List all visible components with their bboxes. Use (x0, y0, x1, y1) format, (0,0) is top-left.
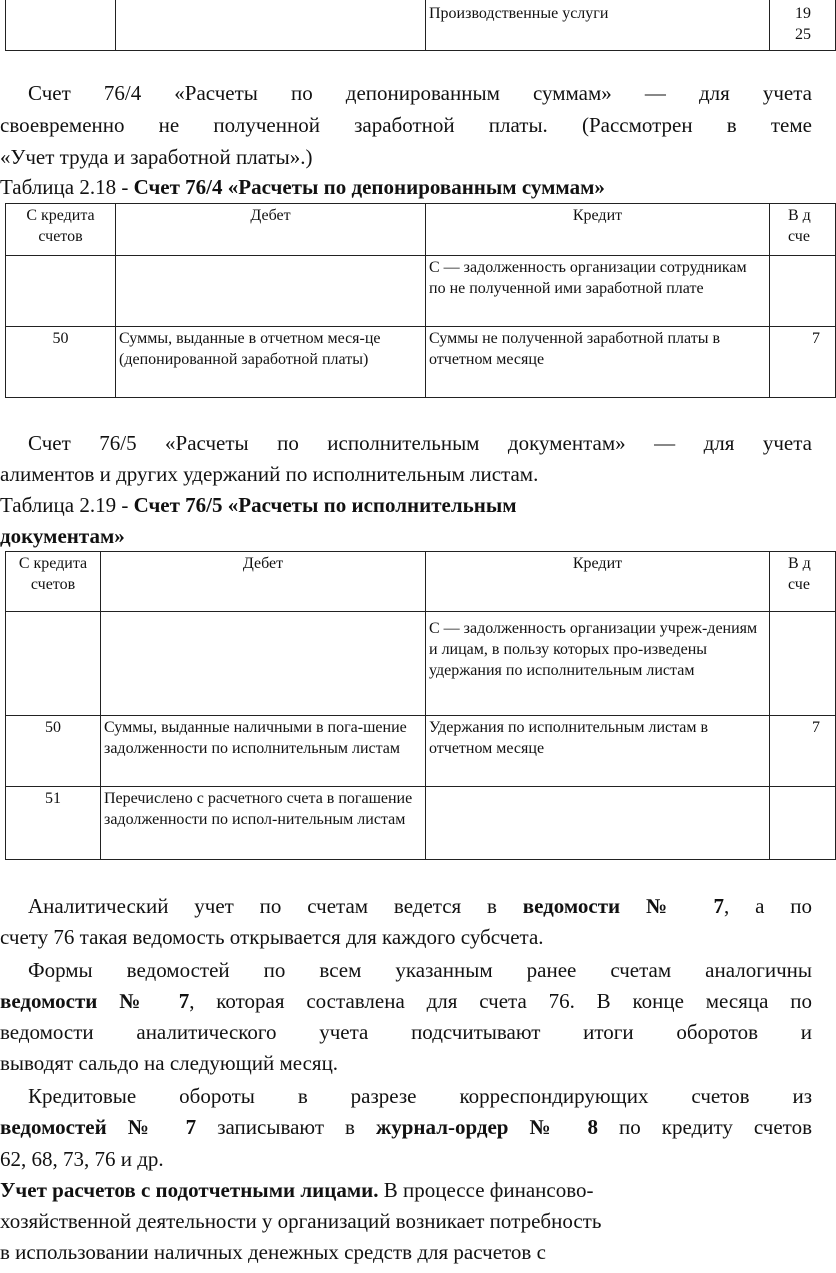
table-cell (6, 612, 101, 716)
text-run: , а по (724, 894, 812, 918)
paragraph-2-line1: Формы ведомостей по всем указанным ранее счетам аналогичны (28, 958, 812, 982)
table-cell: Производственные услуги (426, 0, 770, 51)
table-cell (770, 0, 836, 51)
column-header: С кредита счетов (6, 552, 101, 612)
paragraph-3-line3: 62, 68, 73, 76 и др. (0, 1147, 164, 1171)
text-run: В процессе финансово- (378, 1178, 594, 1202)
table-cell: 7 (770, 327, 836, 398)
table-cell: С — задолженность организации сотрудникам по не полученной ими заработной плате (426, 256, 770, 327)
table-2-18 (5, 203, 836, 398)
table-caption-2-19 (0, 490, 517, 520)
paragraph-4-line1 (0, 1175, 812, 1205)
table-row (6, 716, 836, 787)
paragraph-2-line2 (0, 986, 812, 1016)
table-row (6, 787, 836, 860)
table-caption-2-19-cont (0, 521, 125, 551)
text-run-bold: ведомостей № 7 (0, 1115, 197, 1139)
paragraph-3-line1: Кредитовые обороты в разрезе корреспондирующих счетов из (28, 1084, 812, 1108)
table-header-row (6, 204, 836, 256)
column-header: С кредита счетов (6, 204, 116, 256)
table-cell: Перечислено с расчетного счета в погашение задолженности по испол-нительным листам (101, 787, 426, 860)
table-cell (116, 256, 426, 327)
table-cell (770, 612, 836, 716)
table-cell: 51 (6, 787, 101, 860)
text-run: Аналитический учет по счетам ведется в (28, 894, 523, 918)
table-cell (101, 612, 426, 716)
table-cell: Суммы не полученной заработной платы в отчетном месяце (426, 327, 770, 398)
column-header: Дебет (101, 552, 426, 612)
column-header: Дебет (116, 204, 426, 256)
column-header: В д сче (770, 204, 836, 256)
paragraph-2-line4: выводят сальдо на следующий месяц. (0, 1051, 339, 1075)
table-cell (6, 256, 116, 327)
text-run-bold: ведомости № 7 (0, 989, 190, 1013)
table-cell (770, 787, 836, 860)
paragraph-2-line3: ведомости аналитического учета подсчитывают итоги оборотов и (0, 1020, 812, 1044)
table-cell: 50 (6, 716, 101, 787)
table-row (6, 612, 836, 716)
paragraph-4-line2: хозяйственной деятельности у организаций возникает потребность (0, 1209, 602, 1233)
caption-title: Счет 76/5 «Расчеты по исполнительным (133, 493, 517, 517)
caption-prefix: Таблица 2.19 - (0, 493, 134, 517)
table-cell (426, 787, 770, 860)
table-cell: 7 (770, 716, 836, 787)
table-cell (6, 0, 116, 51)
paragraph-76-4-line1: Счет 76/4 «Расчеты по депонированным суммам» — для учета (28, 81, 812, 105)
column-header: Кредит (426, 552, 770, 612)
paragraph-1-line1 (0, 891, 812, 921)
table-header-row (6, 552, 836, 612)
paragraph-1-line2: счету 76 такая ведомость открывается для каждого субсчета. (0, 925, 544, 949)
paragraph-4-line3: в использовании наличных денежных средств для расчетов с (0, 1240, 546, 1264)
column-header: В д сче (770, 552, 836, 612)
text-run: , которая составлена для счета 76. В конце месяца по (189, 989, 812, 1013)
table-cell: 50 (6, 327, 116, 398)
paragraph-76-4-line2: своевременно не полученной заработной платы. (Рассмотрен в теме (0, 113, 812, 137)
text-run-bold: ведомости № 7 (522, 894, 724, 918)
table-row (6, 327, 836, 398)
table-caption-2-18 (0, 172, 605, 202)
caption-title-cont: документам» (0, 524, 125, 548)
top-table (5, 0, 836, 51)
paragraph-3-line2 (0, 1112, 812, 1142)
caption-prefix: Таблица 2.18 - (0, 175, 134, 199)
section-heading: Учет расчетов с подотчетными лицами. (0, 1178, 379, 1202)
text-run: записывают в (196, 1115, 376, 1139)
text-run: по кредиту счетов (597, 1115, 812, 1139)
caption-title: Счет 76/4 «Расчеты по депонированным суммам» (133, 175, 605, 199)
column-header: Кредит (426, 204, 770, 256)
paragraph-76-4-line3: «Учет труда и заработной платы».) (0, 145, 313, 169)
table-cell (116, 0, 426, 51)
paragraph-76-5-line1: Счет 76/5 «Расчеты по исполнительным документам» — для учета (28, 431, 812, 455)
table-row (6, 0, 836, 51)
text-run-bold: журнал-ордер № 8 (376, 1115, 598, 1139)
table-cell: С — задолженность организации учреж-дениям и лицам, в пользу которых про-изведены удержания по исполнительным листам (426, 612, 770, 716)
table-cell: Суммы, выданные в отчетном меся-це (депонированной заработной платы) (116, 327, 426, 398)
paragraph-76-5-line2: алиментов и других удержаний по исполнительным листам. (0, 462, 539, 486)
table-cell (770, 256, 836, 327)
table-2-19 (5, 551, 836, 860)
cell-text: 19 25 (795, 5, 811, 43)
table-row (6, 256, 836, 327)
table-cell: Суммы, выданные наличными в пога-шение задолженности по исполнительным листам (101, 716, 426, 787)
table-cell: Удержания по исполнительным листам в отчетном месяце (426, 716, 770, 787)
